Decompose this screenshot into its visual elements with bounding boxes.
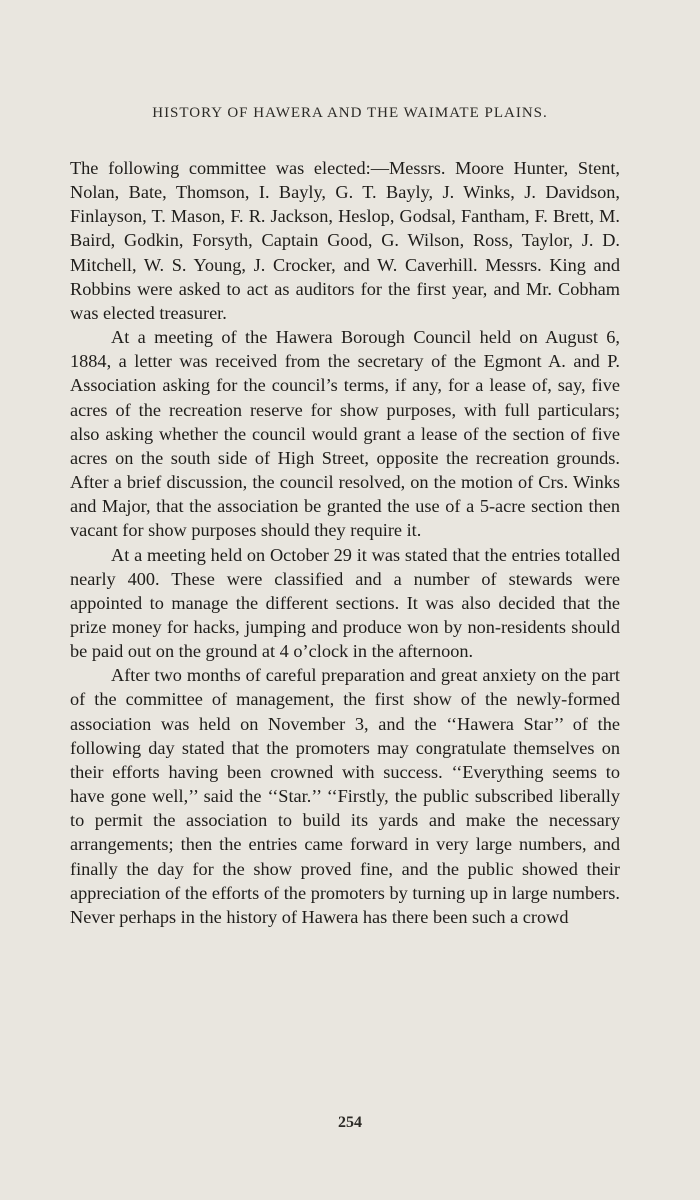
running-head: HISTORY OF HAWERA AND THE WAIMATE PLAINS. (152, 105, 548, 121)
paragraph-first-show: After two months of careful preparation and great anxiety on the part of the committee of management, the first show of the newly-formed association was held on November 3, and the ‘‘Hawera Star’’ of the following day stated that the promoters may congratulate themselves on their efforts having been crowned with success. ‘‘Everything seems to have gone well,’’ said the ‘‘Star.’’ ‘‘Firstly, the public subscribed liberally to permit the association to build its yards and make the necessary arrangements; then the entries came forward in very large numbers, and finally the day for the show proved fine, and the public showed their appreciation of the efforts of the promoters by turning up in large numbers. Never perhaps in the history of Hawera has there been such a crowd (70, 665, 620, 927)
page-number: 254 (338, 1114, 362, 1131)
body-text (70, 156, 620, 929)
paragraph-committee: The following committee was elected:—Messrs. Moore Hunter, Stent, Nolan, Bate, Thomson, I. Bayly, G. T. Bayly, J. Winks, J. Davidson, Finlayson, T. Mason, F. R. Jackson, Heslop, Godsal, Fantham, F. Brett, M. Baird, Godkin, Forsyth, Captain Good, G. Wilson, Ross, Taylor, J. D. Mitchell, W. S. Young, J. Crocker, and W. Caverhill. Messrs. King and Robbins were asked to act as auditors for the first year, and Mr. Cobham was elected treasurer. (70, 158, 620, 323)
paragraph-borough-council: At a meeting of the Hawera Borough Council held on August 6, 1884, a letter was received from the secretary of the Egmont A. and P. Association asking for the council’s terms, if any, for a lease of, say, five acres of the recreation reserve for show purposes, with full particulars; also asking whether the council would grant a lease of the section of five acres on the south side of High Street, opposite the recreation grounds. After a brief discussion, the council resolved, on the motion of Crs. Winks and Major, that the association be granted the use of a 5-acre section then vacant for show purposes should they require it. (70, 327, 620, 541)
paragraph-october-meeting: At a meeting held on October 29 it was stated that the entries totalled nearly 400. These were classified and a number of stewards were appointed to manage the different sections. It was also decided that the prize money for hacks, jumping and produce won by non-residents should be paid out on the ground at 4 o’clock in the afternoon. (70, 544, 620, 662)
